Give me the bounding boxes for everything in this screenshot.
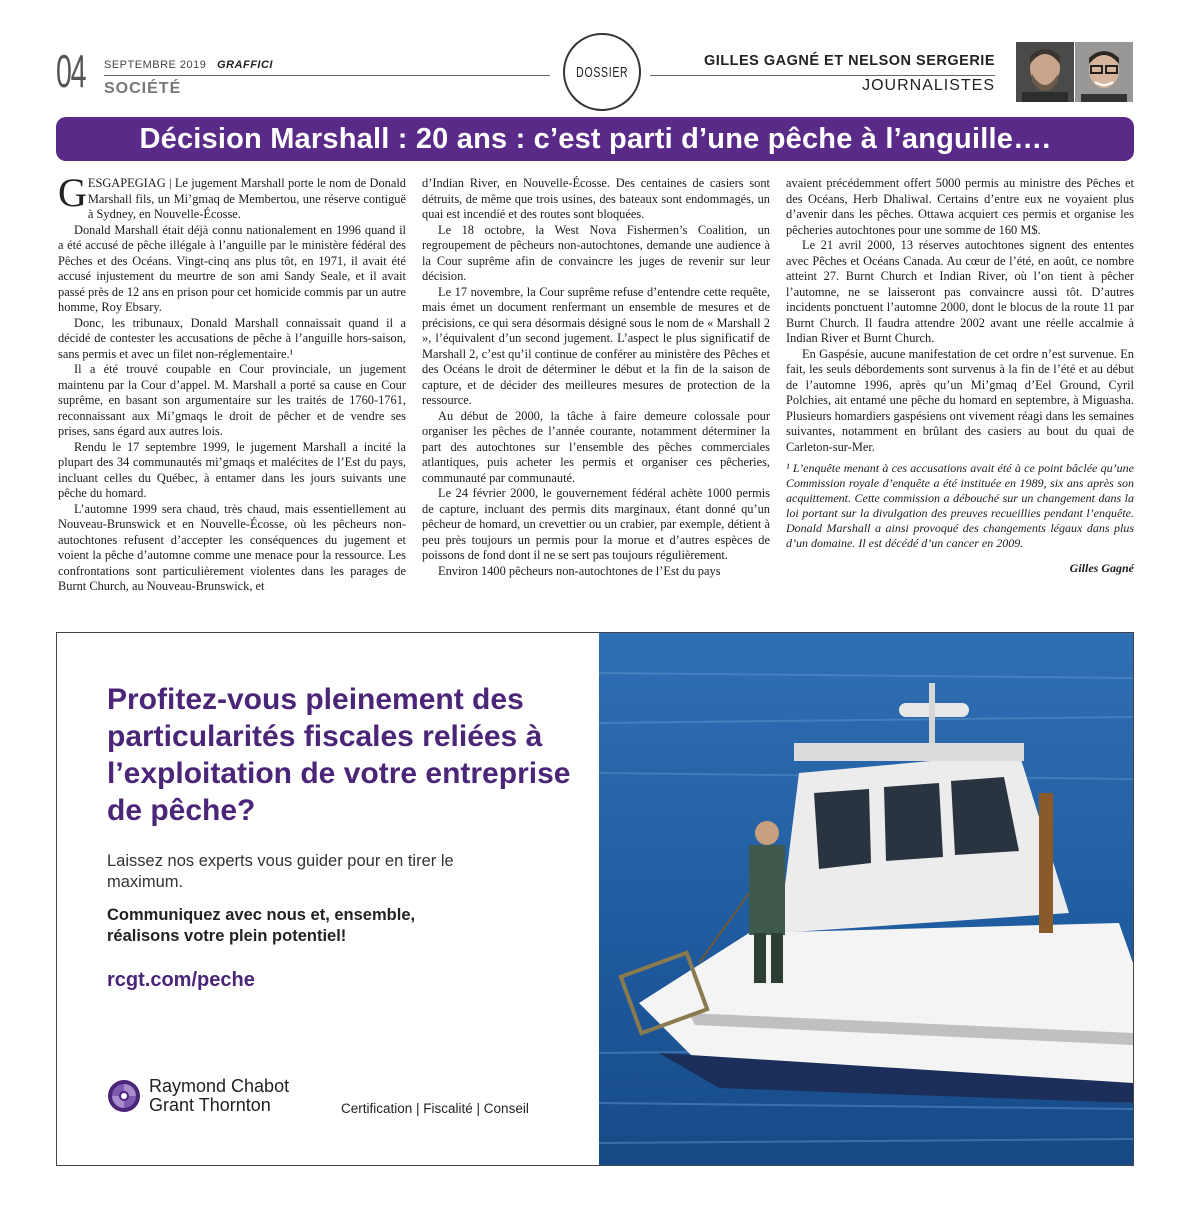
brand-name-line2: Grant Thornton [149,1095,271,1115]
ad-tagline: Certification | Fiscalité | Conseil [341,1101,529,1116]
dossier-label: DOSSIER [575,63,629,81]
fishing-boat-photo [599,633,1133,1165]
drop-cap: G [58,170,87,215]
article-paragraph: Donc, les tribunaux, Donald Marshall connaissait quand il a décidé de contester les accusations de pêche à l’anguille hors-saison, sans permis et avec un filet non-réglementaire.¹ [58,315,406,361]
authors-role: JOURNALISTES [862,77,995,94]
article-paragraph: Environ 1400 pêcheurs non-autochtones de l’Est du pays [438,563,721,578]
article-paragraph: Il a été trouvé coupable en Cour provinciale, un jugement maintenu par la Cour d’appel. M. Marshall a porté sa cause en Cour suprême, en basant son argumentaire sur les traités de 1760-1761, reconnaissant aux Mi’gmaqs le droit de pêcher et de vendre ses prises, sans égard aux autres lois. [58,362,406,438]
article-footnote: ¹ L’enquête menant à ces accusations avait été à ce point bâclée qu’une Commission royale d’enquête a été instituée en 1989, six ans après son acquittement. Cette commission a débouché sur un changement dans la loi portant sur la divulgation des preuves recueillies pendant l’enquête. Donald Marshall a ainsi provoqué des changements légaux dans plus d’un domaine. Il est décédé d’un cancer en 2009. [786,461,1134,550]
article-paragraph: Le 24 février 2000, le gouvernement fédéral achète 1000 permis de capture, incluant des permis dits marginaux, étant donné qu’un pêcheur de homard, un crevettier ou un crabier, par exemple, détient à peu près toujours un permis pour la morue et d’autres espèces de poissons de fond dont il ne se sert pas toujours régulièrement. [422,486,770,562]
brand-logo-text [149,1077,289,1115]
article-column-2 [422,176,770,579]
article-paragraph: Le 18 octobre, la West Nova Fishermen’s Coalition, un regroupement de pêcheurs non-autochtones, demande une audience à la Cour suprême afin de convaincre les juges de revenir sur leur décision. [422,222,770,283]
ad-url-link[interactable]: rcgt.com/peche [107,969,255,991]
article-paragraph: Donald Marshall était déjà connu nationalement en 1996 quand il a été accusé de pêche illégale à l’anguille par le ministère fédéral des Pêches et des Océans. Vingt-cinq ans plus tôt, en 1971, il avait été accusé injustement du meurtre de son ami Sandy Seale, et il avait passé près de 12 ans en prison pour cet homicide commis par un autre homme, Roy Ebsary. [58,222,406,314]
dossier-badge [563,33,641,111]
section-label: SOCIÉTÉ [104,80,182,97]
article-paragraph: En Gaspésie, aucune manifestation de cet ordre n’est survenue. En fait, les seuls débordements sont survenus à la fin de l’été et au début de l’automne 1996, après qu’un Mi’gmaq d’Eel Ground, Cyril Polchies, ait entamé une pêche du homard en septembre, à Miguasha. Plusieurs homardiers gaspésiens ont vivement réagi dans les semaines suivantes, notamment en brûlant des casiers au bout du quai de Carleton-sur-Mer. [786,346,1134,454]
ad-call-to-action: Communiquez avec nous et, ensemble, réalisons votre plein potentiel! [107,906,416,945]
header-rule-right [650,75,995,76]
author-photo-2 [1075,42,1133,102]
article-column-3 [786,176,1134,577]
article-title: Décision Marshall : 20 ans : c’est parti d’une pêche à l’anguille…. [139,122,1051,155]
publication-name: GRAFFICI [217,59,273,71]
article-paragraph: Au début de 2000, la tâche à faire demeure colossale pour organiser les pêches de l’année courante, notamment déterminer la part des autochtones sur l’ensemble des pêches commerciales atlantiques, puis acheter les permis et organiser ces pêcheries, communauté par communauté. [422,408,770,485]
brand-logo-icon [107,1079,141,1113]
article-paragraph: Le 21 avril 2000, 13 réserves autochtones signent des ententes avec Pêches et Océans Canada. Au cœur de l’été, en août, ce nombre atteint 27. Burnt Church et Indian River, où l’on tient à pêcher l’automne, ne se laisseront pas convaincre aussi tôt. D’autres incidents ponctuent l’automne 2000, dont le blocus de la route 11 par Burnt Church. Il faudra attendre 2002 avant une réelle accalmie à Indian River et Burnt Church. [786,238,1134,345]
brand-logo [107,1077,289,1115]
article-column-1 [58,170,406,595]
article-signature: Gilles Gagné [1069,561,1134,575]
advertisement [56,632,1134,1166]
article-lead-paragraph: GESGAPEGIAG | Le jugement Marshall porte le nom de Donald Marshall fils, un Mi’gmaq de Membertou, une réserve contiguë à Sydney, en Nouvelle-Écosse. [58,170,406,221]
page-number: 04 [56,45,86,97]
ad-subtext: Laissez nos experts vous guider pour en tirer le maximum. [107,852,454,891]
article-paragraph: Rendu le 17 septembre 1999, le jugement Marshall a incité la plupart des 34 communautés mi’gmaqs et malécites de l’Est du pays, incluant celles du Québec, à entamer dans les jours suivants une pêche du homard. [58,439,406,500]
issue-date: SEPTEMBRE 2019 [104,59,207,71]
article-paragraph: d’Indian River, en Nouvelle-Écosse. Des centaines de casiers sont détruits, de même que trois usines, des bateaux sont endommagés, un quai est incendié et des routes sont bloquées. [422,176,770,221]
ad-headline: Profitez-vous pleinement des particularités fiscales reliées à l’exploitation de votre entreprise de pêche? [107,683,571,827]
article-title-band [56,117,1134,161]
issue-line [104,59,273,71]
article-paragraph: avaient précédemment offert 5000 permis au ministre des Pêches et des Océans, Herb Dhaliwal. Certains d’entre eux ne voyaient plus d’avenir dans les pêches. Ottawa acquiert ces permis et organise les pêcheries autochtones pour une somme de 160 M$. [786,176,1134,237]
article-paragraph: L’automne 1999 sera chaud, très chaud, mais essentiellement au Nouveau-Brunswick et en Nouvelle-Écosse, où les pêcheurs non-autochtones refusent d’accepter les conséquences du jugement et voient la pêche d’automne comme une menace pour la ressource. Les confrontations sont particulièrement violentes dans les parages de Burnt Church, au Nouveau-Brunswick, et [58,501,406,593]
article-paragraph: Le 17 novembre, la Cour suprême refuse d’entendre cette requête, mais émet un document renfermant un ensemble de mesures et de précisions, ce qui sera désormais désigné sous le nom de « Marshall 2 », l’équivalent d’un second jugement. L’aspect le plus significatif de Marshall 2, c’est qu’il continue de conférer au ministère des Pêches et des Océans le droit de déterminer le début et la fin de la saison de capture, et de décider des meilleures mesures de protection de la ressource. [422,284,770,407]
header-rule-left [104,75,550,76]
author-photo-1 [1016,42,1074,102]
brand-name-line1: Raymond Chabot [149,1076,290,1096]
authors-byline: GILLES GAGNÉ ET NELSON SERGERIE [703,53,995,69]
